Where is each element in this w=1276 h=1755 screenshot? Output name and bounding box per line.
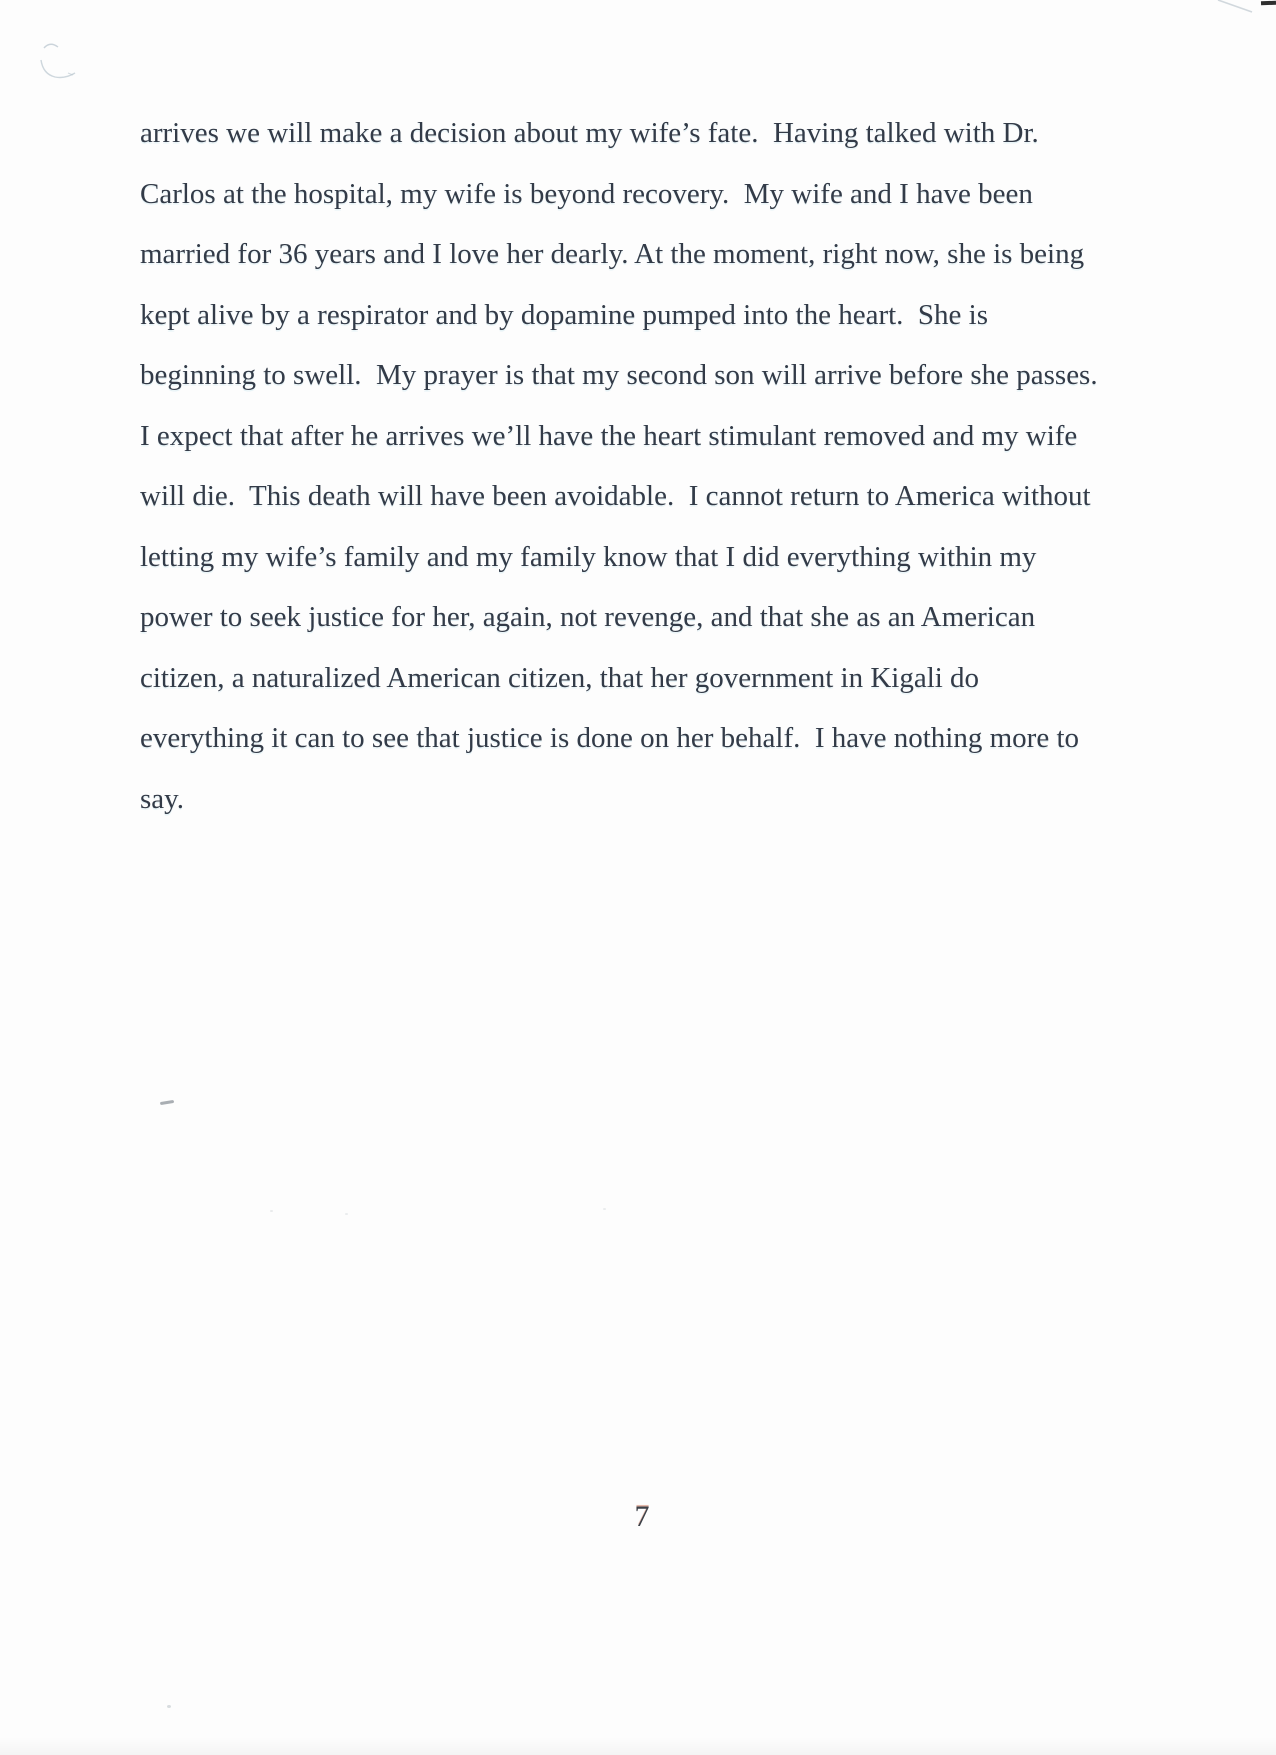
- body-line: married for 36 years and I love her dearly. At the moment, right now, she is being: [140, 238, 1085, 270]
- body-line: will die. This death will have been avoidable. I cannot return to America without: [140, 480, 1091, 512]
- body-line: power to seek justice for her, again, not revenge, and that she as an American: [140, 601, 1036, 633]
- dust-speck: [270, 1210, 273, 1212]
- pencil-dash-artifact: [160, 1100, 174, 1105]
- dust-speck: [345, 1213, 348, 1215]
- scan-scribble-artifact: [30, 38, 90, 88]
- body-line: citizen, a naturalized American citizen, that her government in Kigali do: [140, 661, 980, 694]
- body-line: say.: [140, 782, 185, 815]
- corner-mark-artifact: [1261, 1, 1276, 6]
- body-line: beginning to swell. My prayer is that my second son will arrive before she passes.: [140, 359, 1098, 391]
- body-paragraph: [140, 103, 1098, 829]
- dust-speck: [603, 1208, 606, 1210]
- body-line: arrives we will make a decision about my wife’s fate. Having talked with Dr.: [140, 117, 1039, 149]
- page-number: 7: [634, 1500, 650, 1533]
- dust-speck: [167, 1705, 171, 1708]
- body-line: Carlos at the hospital, my wife is beyond recovery. My wife and I have been: [140, 177, 1033, 210]
- body-line: I expect that after he arrives we’ll have the heart stimulant removed and my wife: [140, 419, 1078, 452]
- body-line: everything it can to see that justice is done on her behalf. I have nothing more to: [140, 722, 1080, 754]
- body-line: kept alive by a respirator and by dopamine pumped into the heart. She is: [140, 298, 989, 331]
- body-line: letting my wife’s family and my family know that I did everything within my: [140, 540, 1037, 573]
